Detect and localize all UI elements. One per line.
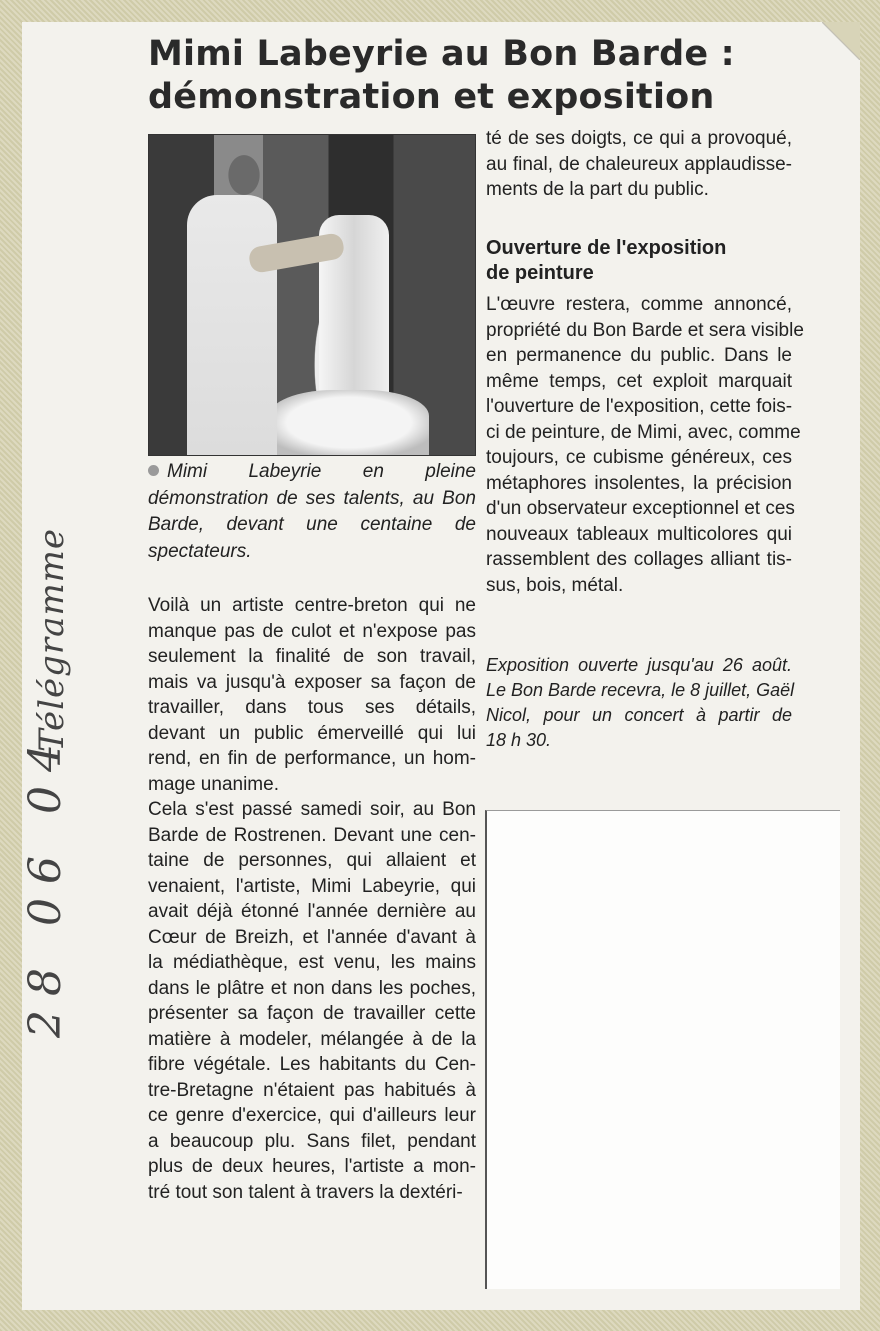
text-line: présenter sa façon de travailler cette — [148, 1003, 476, 1024]
text-line: la médiathèque, est venu, les mains — [148, 952, 476, 973]
text-line: té de ses doigts, ce qui a provoqué, — [486, 128, 792, 149]
text-line: avait déjà étonné l'année dernière au — [148, 901, 476, 922]
bullet-icon — [148, 465, 159, 476]
text-line: Cela s'est passé samedi soir, au Bon — [148, 799, 476, 820]
subhead-line: Ouverture de l'exposition — [486, 237, 727, 259]
text-line: même temps, cet exploit marquait — [486, 370, 792, 392]
article-headline — [148, 33, 748, 119]
text-line: L'œuvre restera, comme annoncé, — [486, 294, 792, 315]
text-line: d'un observateur exceptionnel et ces — [486, 498, 795, 519]
text-line: au final, de chaleureux applaudisse- — [486, 153, 792, 175]
text-line: en permanence du public. Dans le — [486, 345, 792, 366]
text-line: nouveaux tableaux multicolores qui — [486, 523, 792, 545]
text-line: taine de personnes, qui allaient et — [148, 850, 476, 871]
text-line: travailler, dans tous ses détails, — [148, 697, 476, 718]
section-subhead — [486, 236, 786, 286]
text-line: sus, bois, métal. — [486, 574, 624, 596]
text-line: mage unanime. — [148, 773, 279, 795]
text-line: fibre végétale. Les habitants du Cen- — [148, 1054, 476, 1075]
text-line: rend, en fin de performance, un hom- — [148, 748, 476, 769]
text-line: manque pas de culot et n'expose pas — [148, 620, 476, 642]
text-line: matière à modeler, mélangée à de la — [148, 1028, 476, 1050]
text-line: devant un public émerveillé qui lui — [148, 722, 476, 744]
text-line: Cœur de Breizh, et l'année d'avant à — [148, 926, 476, 948]
handwritten-date: 28 06 04 — [20, 730, 71, 1038]
text-line: dans le plâtre et non dans les poches, — [148, 977, 476, 999]
text-line: l'ouverture de l'exposition, cette fois- — [486, 396, 793, 417]
handwritten-source: Télégramme — [32, 527, 72, 752]
text-line: Nicol, pour un concert à partir de — [486, 705, 792, 725]
text-line: a beaucoup plu. Sans filet, pendant — [148, 1130, 476, 1152]
text-line: 18 h 30. — [486, 730, 552, 750]
headline-line: Mimi Labeyrie au Bon Barde : — [148, 34, 735, 74]
caption-text: Mimi Labeyrie en pleine démonstration de ses talents, au Bon Barde, devant une centaine de spectateurs. — [148, 461, 476, 562]
headline-line: démonstration et exposition — [148, 77, 715, 117]
text-line: ments de la part du public. — [486, 179, 709, 200]
subhead-line: de peinture — [486, 262, 594, 284]
text-line: Barde de Rostrenen. Devant une cen- — [148, 824, 476, 846]
text-line: Exposition ouverte jusqu'au 26 août. — [486, 655, 792, 675]
text-line: tré tout son talent à travers la dextéri- — [148, 1181, 463, 1203]
text-line: métaphores insolentes, la précision — [486, 472, 792, 494]
text-line: ci de peinture, de Mimi, avec, comme — [486, 421, 801, 443]
artist-figure-shape — [187, 195, 277, 455]
text-line: tre-Bretagne n'étaient pas habitués à — [148, 1079, 476, 1101]
text-line: ce genre d'exercice, qui d'ailleurs leur — [148, 1105, 476, 1126]
text-line: rassemblent des collages alliant tis- — [486, 549, 792, 570]
text-line: venaient, l'artiste, Mimi Labeyrie, qui — [148, 875, 476, 897]
text-line: seulement la finalité de son travail, — [148, 646, 476, 667]
text-line: plus de deux heures, l'artiste a mon- — [148, 1156, 476, 1177]
article-column-2 — [486, 126, 792, 203]
exhibition-note — [486, 653, 795, 753]
photo-caption — [148, 459, 476, 565]
text-line: mais va jusqu'à exposer sa façon de — [148, 671, 476, 693]
text-line: propriété du Bon Barde et sera visible — [486, 319, 804, 341]
folded-corner — [822, 22, 860, 60]
text-line: Le Bon Barde recevra, le 8 juillet, Gaël — [486, 680, 795, 700]
blank-area — [485, 810, 840, 1289]
article-photo — [148, 134, 476, 456]
handwritten-annotation — [0, 527, 78, 1040]
plaster-base-shape — [269, 390, 429, 455]
text-line: Voilà un artiste centre-breton qui ne — [148, 595, 476, 616]
text-line: toujours, ce cubisme généreux, ces — [486, 447, 792, 468]
article-column-1 — [148, 593, 476, 1205]
article-column-3 — [486, 292, 804, 598]
